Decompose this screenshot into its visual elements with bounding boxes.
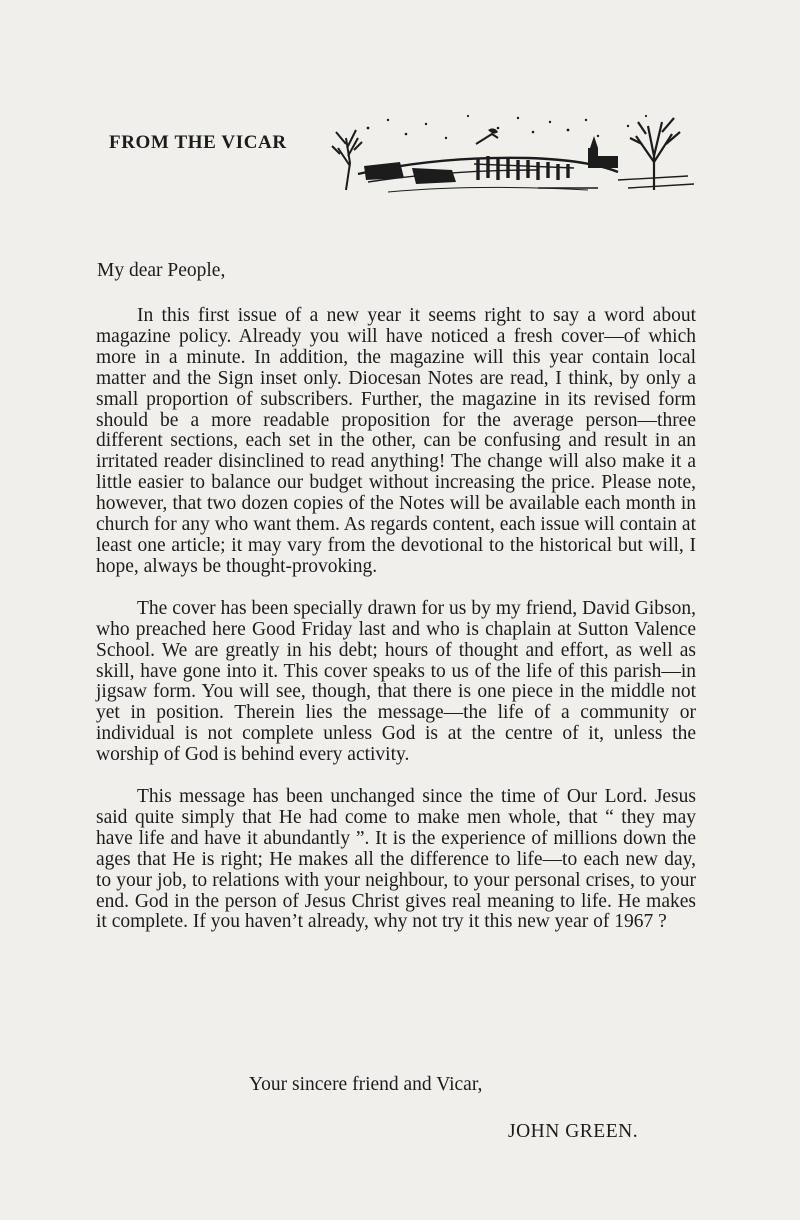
letter-paragraph-3: This message has been unchanged since the time of Our Lord. Jesus said quite simply that He had come to make men whole, that “ they may have life and have it abundantly ”. It is the experience of millions down the ages that He is right; He makes all the difference to life—to each new day, to your job, to relations with your neighbour, to your personal crises, to your end. God in the person of Jesus Christ gives real meaning to life. He makes it complete. If you haven’t already, why not try it this new year of 1967 ? xyxy=(96,786,696,933)
winter-village-landscape-icon xyxy=(328,108,700,196)
signature: JOHN GREEN. xyxy=(508,1121,639,1142)
closing: Your sincere friend and Vicar, xyxy=(249,1074,483,1095)
letter-paragraph-2: The cover has been specially drawn for us by my friend, David Gibson, who preached here Good Friday last and who is chaplain at Sutton Valence School. We are greatly in his debt; hours of thought and effort, as well as skill, have gone into it. This cover speaks to us of the life of this parish—in jigsaw form. You will see, though, that there is one piece in the middle not yet in position. Therein lies the message—the life of a community or individual is not complete unless God is at the centre of it, unless the worship of God is behind every activity. xyxy=(96,597,696,766)
page-title: FROM THE VICAR xyxy=(109,132,287,153)
letter-body xyxy=(96,306,696,933)
letter-paragraph-1: In this first issue of a new year it seems right to say a word about magazine policy. Already you will have noticed a fresh cover—of which more in a minute. In addition, the magazine will this year contain local matter and the Sign inset only. Diocesan Notes are read, I think, by only a small proportion of subscribers. Further, the magazine in its revised form should be a more readable proposition for the average person—three different sections, each set in the other, can be confusing and result in an irritated reader disinclined to read anything! The change will also make it a little easier to balance our budget without increasing the price. Please note, however, that two dozen copies of the Notes will be available each month in church for any who want them. As regards content, each issue will contain at least one article; it may vary from the devotional to the historical but will, I hope, always be thought-provoking. xyxy=(96,305,696,577)
salutation: My dear People, xyxy=(97,260,226,281)
